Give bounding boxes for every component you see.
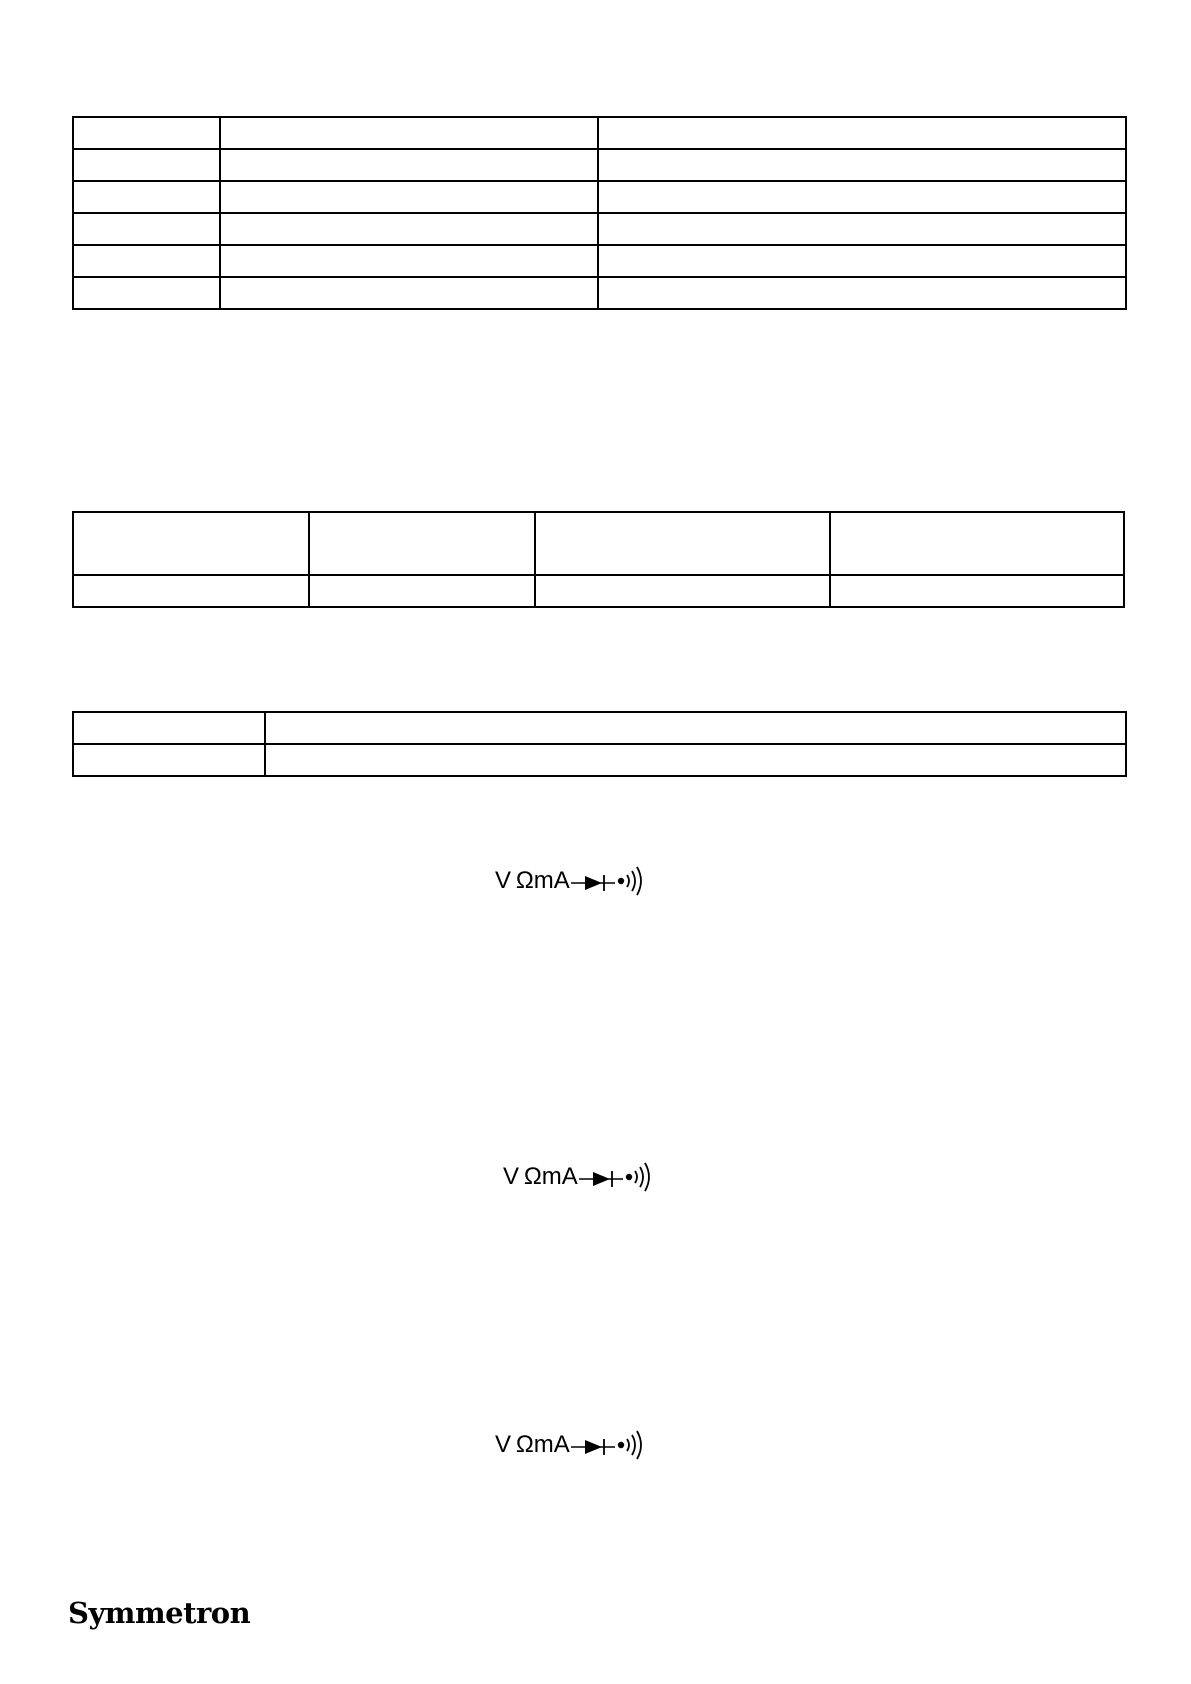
table-cell	[220, 181, 598, 213]
table-cell	[598, 117, 1126, 149]
table-cell	[535, 575, 830, 607]
diode-continuity-icon	[579, 1160, 655, 1194]
table-cell	[73, 512, 309, 575]
function-symbol-text: V ΩmA	[503, 1163, 578, 1190]
table-row	[73, 712, 1126, 744]
table-cell	[220, 117, 598, 149]
table-cell	[309, 575, 535, 607]
table-cell	[309, 512, 535, 575]
table-cell	[73, 712, 265, 744]
table-cell	[220, 149, 598, 181]
table-cell	[220, 277, 598, 309]
table-cell	[73, 277, 220, 309]
table-cell	[598, 149, 1126, 181]
table-row	[73, 575, 1124, 607]
function-symbol-text: V ΩmA	[495, 867, 570, 894]
table-1	[72, 116, 1127, 310]
table-cell	[73, 744, 265, 776]
table-row	[73, 117, 1126, 149]
table-row	[73, 213, 1126, 245]
table-3	[72, 711, 1127, 777]
table-cell	[535, 512, 830, 575]
table-cell	[830, 512, 1124, 575]
table-row	[73, 181, 1126, 213]
table-cell	[73, 213, 220, 245]
multimeter-function-symbol	[503, 1160, 655, 1194]
table-cell	[220, 213, 598, 245]
function-symbol-text: V ΩmA	[495, 1431, 570, 1458]
table-row	[73, 149, 1126, 181]
multimeter-function-symbol	[495, 1428, 647, 1462]
table-cell	[265, 744, 1126, 776]
brand-logo: Symmetron	[68, 1596, 251, 1630]
table-cell	[598, 245, 1126, 277]
table-cell	[265, 712, 1126, 744]
table-cell	[598, 181, 1126, 213]
table-2	[72, 511, 1125, 608]
table-cell	[73, 149, 220, 181]
table-row	[73, 744, 1126, 776]
table-row	[73, 277, 1126, 309]
table-cell	[73, 575, 309, 607]
table-row	[73, 512, 1124, 575]
diode-continuity-icon	[571, 864, 647, 898]
table-cell	[73, 117, 220, 149]
table-cell	[598, 277, 1126, 309]
table-cell	[73, 181, 220, 213]
table-cell	[73, 245, 220, 277]
multimeter-function-symbol	[495, 864, 647, 898]
table-cell	[830, 575, 1124, 607]
table-row	[73, 245, 1126, 277]
table-cell	[598, 213, 1126, 245]
table-cell	[220, 245, 598, 277]
diode-continuity-icon	[571, 1428, 647, 1462]
